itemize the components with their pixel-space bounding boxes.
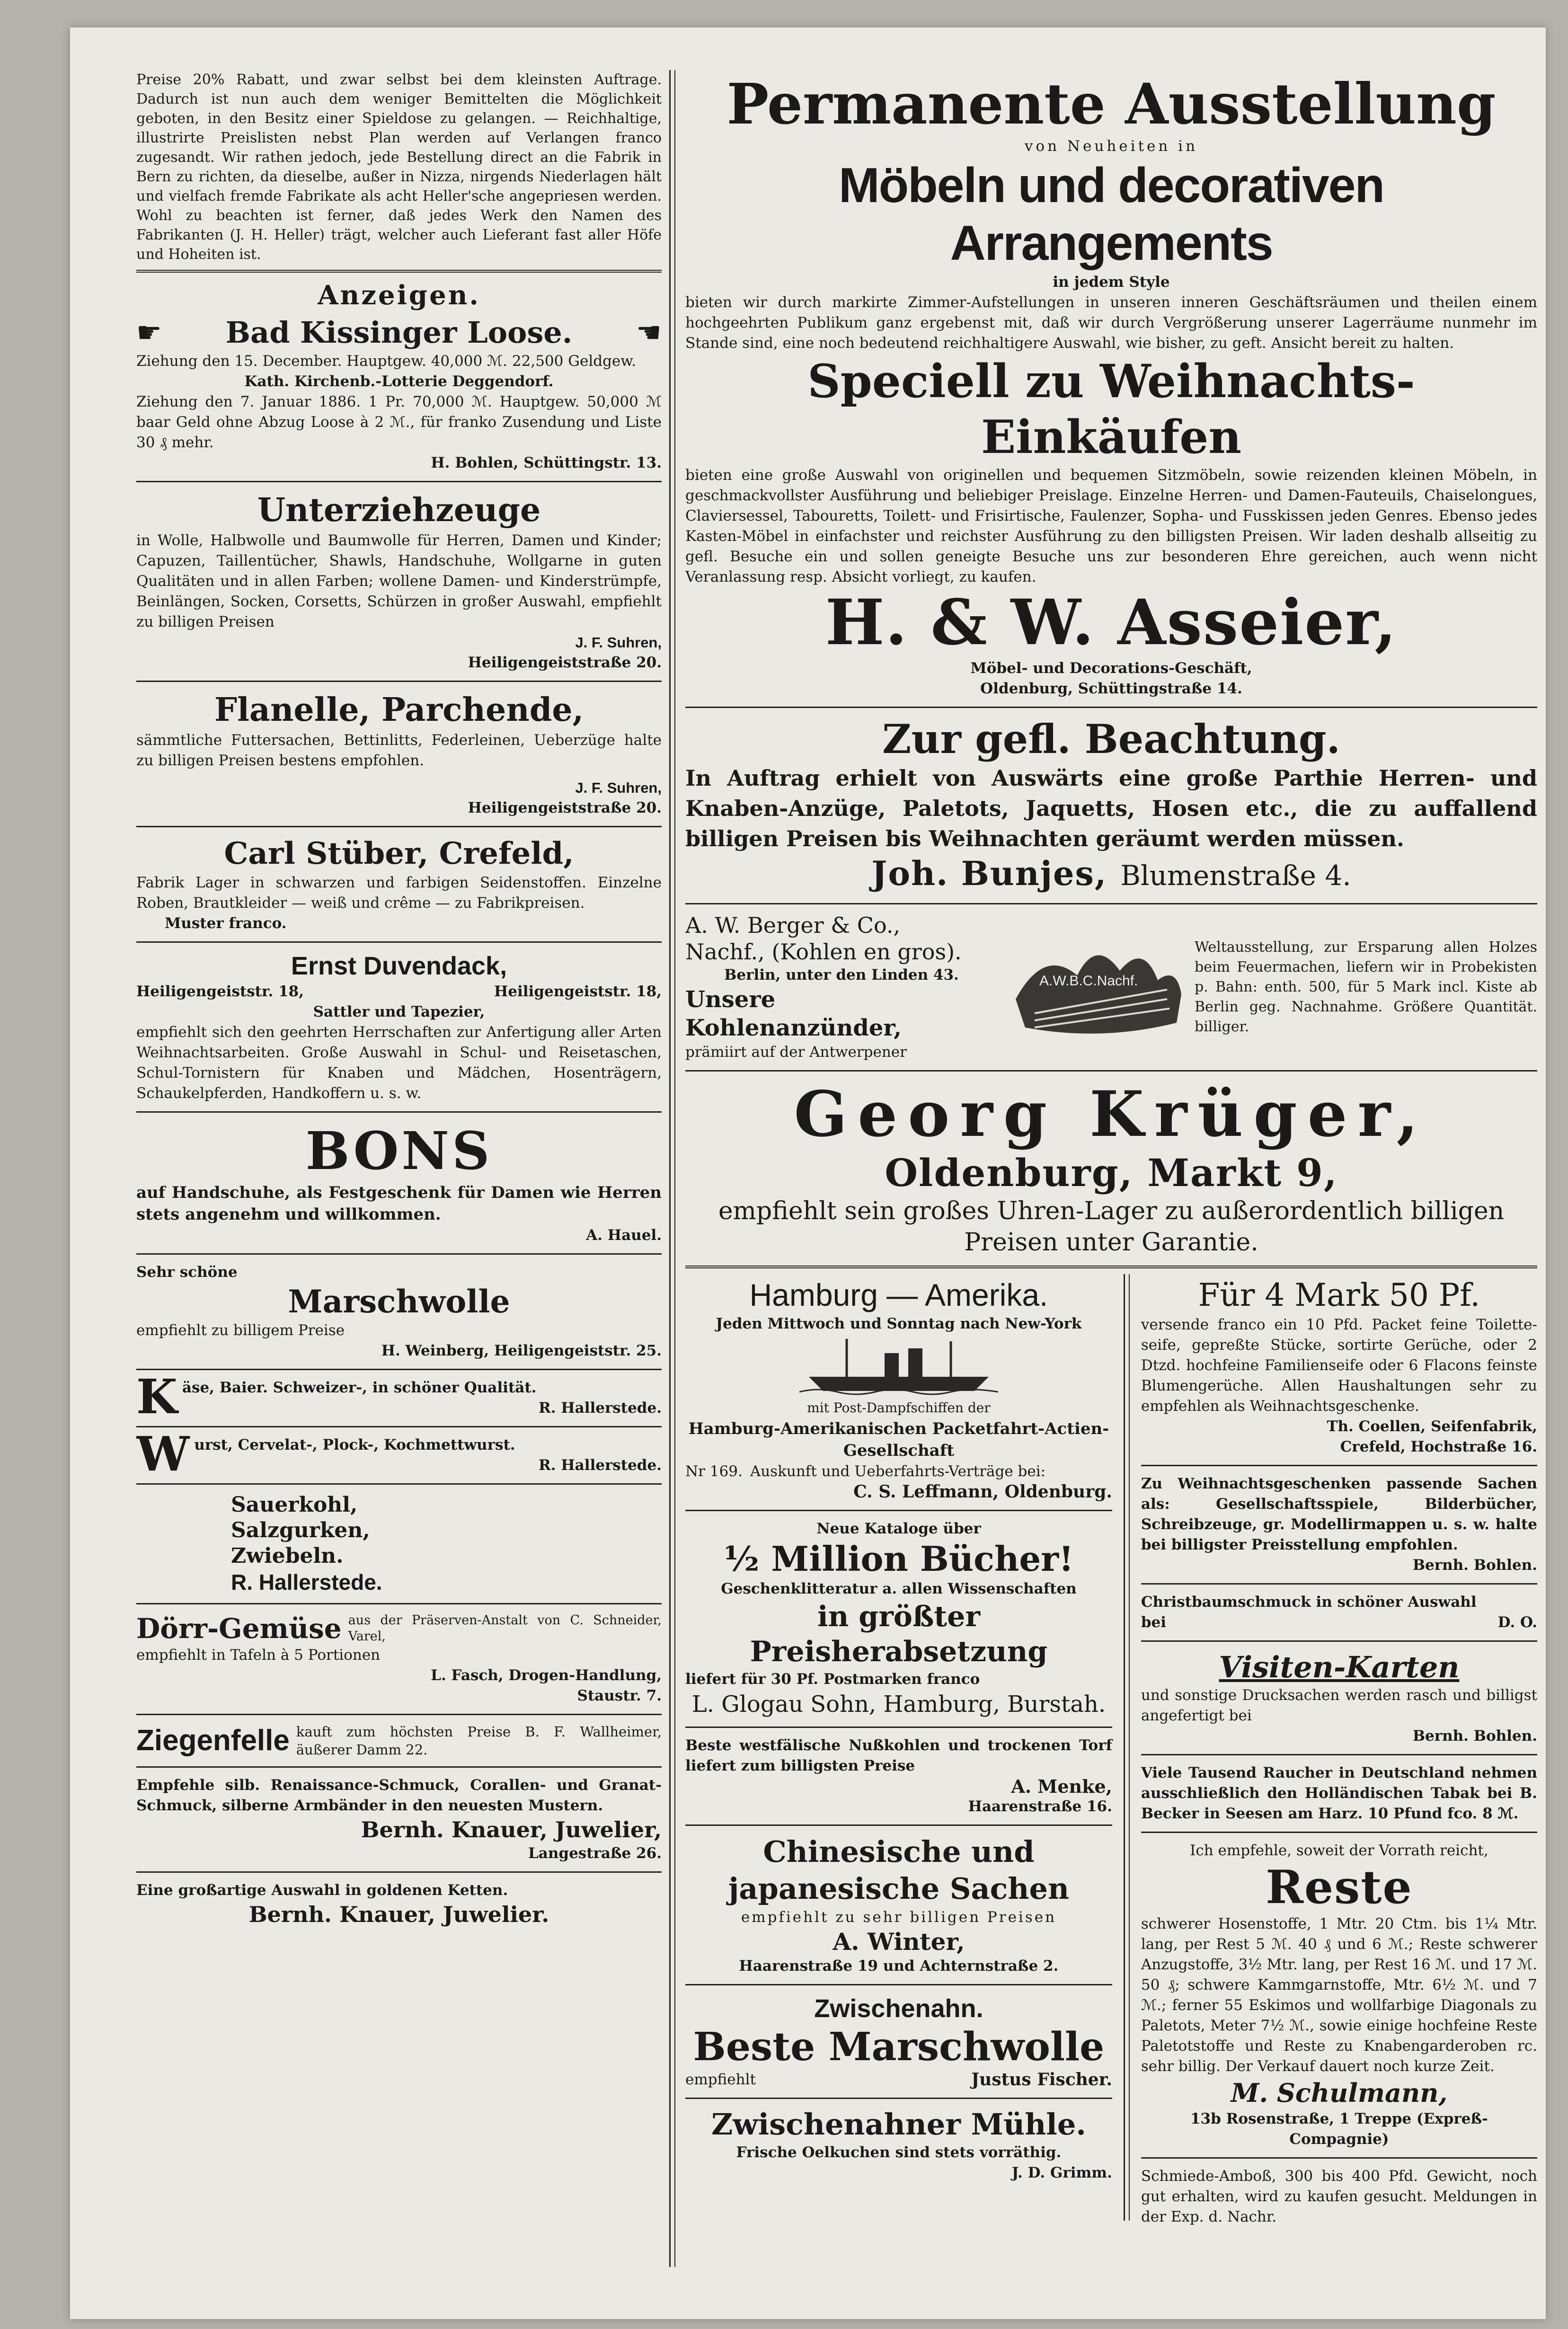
ad-wurst	[136, 1433, 662, 1478]
mark-signature-2: Crefeld, Hochstraße 16.	[1340, 1438, 1537, 1455]
unterzieh-text: in Wolle, Halbwolle und Baumwolle für Herren, Damen und Kinder; Capuzen, Taillentücher, Shawls, Handschuhe, Wollgarne in guten Qualitäten und in allen Farben; wollene Damen- und Kinderstrümpfe, Beinlängen, Socken, Corsetts, Schürzen in großer Auswahl, empfiehlt zu billigen Preisen	[136, 532, 662, 630]
knauer1-text: Empfehle silb. Renaissance-Schmuck, Corallen- und Granat-Schmuck, silberne Armbänder in den neuesten Mustern.	[136, 1777, 662, 1814]
divider	[685, 1510, 1112, 1511]
krueger-text: empfiehlt sein großes Uhren-Lager zu außerordentlich billigen Preisen unter Garantie.	[718, 1197, 1505, 1257]
hamburg-signature: C. S. Leffmann, Oldenburg.	[853, 1482, 1112, 1502]
marsch-signature: H. Weinberg, Heiligengeiststr. 25.	[381, 1342, 662, 1359]
divider	[685, 2098, 1112, 2099]
duvendack-title: Ernst Duvendack,	[291, 952, 507, 980]
perm-title: Permanente Ausstellung	[726, 71, 1496, 137]
china-name: A. Winter,	[833, 1928, 965, 1956]
knauer2-text: Eine großartige Auswahl in goldenen Ketten.	[136, 1882, 508, 1899]
bons-signature: A. Hauel.	[586, 1227, 662, 1244]
bunjes-address: Blumenstraße 4.	[1120, 859, 1351, 892]
ad-flanelle	[136, 688, 662, 820]
kaese-text: äse, Baier. Schweizer-, in schöner Qualität.	[182, 1379, 537, 1396]
divider	[1141, 1640, 1537, 1642]
buecher-pre: Neue Kataloge über	[816, 1520, 981, 1537]
christ-signature: D. O.	[1497, 1614, 1537, 1631]
mark-signature-1: Th. Coellen, Seifenfabrik,	[1327, 1418, 1537, 1435]
hamburg-info: Auskunft und Ueberfahrts-Verträge bei:	[750, 1463, 1046, 1480]
schulmann-name: M. Schulmann,	[1231, 2078, 1448, 2108]
berger-logo	[1006, 928, 1186, 1046]
divider	[136, 1111, 662, 1113]
divider	[1141, 1832, 1537, 1833]
knauer1-address: Langestraße 26.	[528, 1845, 662, 1862]
ad-bunjes	[685, 714, 1537, 897]
doerr-side: aus der Präserven-Anstalt von C. Schneider, Varel,	[348, 1613, 662, 1644]
bons-title: BONS	[305, 1120, 493, 1181]
divider	[1141, 1754, 1537, 1755]
kaese-drop-cap: K	[136, 1376, 177, 1420]
duvendack-address-left: Heiligengeiststr. 18,	[136, 983, 304, 1000]
steamship-illustration	[685, 1334, 1112, 1398]
hamburg-info-no: Nr 169.	[685, 1463, 743, 1480]
beachtung-text: In Auftrag erhielt von Auswärts eine große Parthie Herren- und Knaben-Anzüge, Paletots, Jaquetts, Hosen etc., die zu auffallend billigen Preisen bis Weihnachten geräumt werden müssen.	[685, 765, 1537, 851]
christ-text: Christbaumschmuck in schöner Auswahl	[1141, 1594, 1477, 1611]
ad-coellen	[1141, 1274, 1537, 1459]
perm-sub: von Neuheiten in	[1024, 138, 1198, 155]
reste-text: schwerer Hosenstoffe, 1 Mtr. 20 Ctm. bis 1¼ Mtr. lang, per Rest 5 ℳ. 40 ₰ und 6 ℳ.; Reste schwerer Anzugstoffe, 3½ Mtr. lang, per Rest 16 ℳ. und 17 ℳ. 50 ₰; schwere Kammgarnstoffe, Mtr. 6½ ℳ. und 7 ℳ.; ferner 55 Eskimos und wollfarbige Diagonals zu Paletots, Meter 7½ ℳ., sowie einige hochfeine Reste Paletotstoffe und Reste zu Knabengarderoben rc. sehr billig. Der Verkauf dauert noch kurze Zeit.	[1141, 1915, 1537, 2075]
china-title: Chinesische und japanesische Sachen	[728, 1834, 1070, 1906]
duvendack-address-right: Heiligengeiststr. 18,	[494, 983, 662, 1000]
ad-hamburg-amerika	[685, 1274, 1112, 1504]
zwischen-big: Beste Marschwolle	[693, 2024, 1105, 2070]
divider	[685, 1824, 1112, 1826]
steamship-icon	[799, 1334, 998, 1396]
raucher-text: Viele Tausend Raucher in Deutschland nehmen ausschließlich den Holländischen Tabak bei B. Becker in Seesen am Harz. 10 Pfund fco. 8 ℳ.	[1141, 1764, 1537, 1822]
sauer-line-1: Sauerkohl,	[231, 1493, 358, 1517]
divider	[136, 1369, 662, 1370]
kissingen-signature: H. Bohlen, Schüttingstr. 13.	[431, 454, 662, 471]
wurst-drop-cap: W	[136, 1433, 190, 1478]
newspaper-page	[70, 27, 1546, 2319]
divider	[685, 1727, 1112, 1728]
divider	[136, 1603, 662, 1604]
ad-becker	[1141, 1761, 1537, 1826]
bohlen-text: Zu Weihnachtsgeschenken passende Sachen als: Gesellschaftsspiele, Bilderbücher, Schreibzeuge, gr. Modellirmappen u. s. w. halte bei billigster Preisstellung empfohlen.	[1141, 1475, 1537, 1553]
ad-bons	[136, 1118, 662, 1248]
divider	[136, 941, 662, 943]
muehle-text: Frische Oelkuchen sind stets vorräthig.	[736, 2144, 1062, 2161]
hamburg-sub: Jeden Mittwoch und Sonntag nach New-York	[716, 1315, 1082, 1332]
berger-line-3: Berlin, unter den Linden 43.	[724, 966, 959, 983]
amboss-text: Schmiede-Amboß, 300 bis 400 Pfd. Gewicht, noch gut erhalten, wird zu kaufen gesucht. Meldungen in der Exp. d. Nachr.	[1141, 2168, 1537, 2225]
hamburg-company: Hamburg-Amerikanischen Packetfahrt-Actien-Gesellschaft	[688, 1419, 1109, 1460]
menke-address: Haarenstraße 16.	[968, 1798, 1112, 1815]
asseier-sub-2: Oldenburg, Schüttingstraße 14.	[980, 680, 1242, 697]
berger-line-4: Unsere Kohlenanzünder,	[685, 986, 902, 1041]
ad-sauerkohl	[136, 1490, 662, 1597]
ad-unterziehzeuge	[136, 488, 662, 675]
unterzieh-title: Unterziehzeuge	[257, 491, 541, 529]
buecher-text-2: liefert für 30 Pf. Postmarken franco	[685, 1671, 980, 1688]
buecher-text-1: Geschenklitteratur a. allen Wissenschaften	[721, 1580, 1077, 1597]
buecher-title-2: in größter Preisherabsetzung	[750, 1600, 1048, 1668]
christ-row	[1141, 1612, 1537, 1633]
krueger-title: Georg Krüger,	[794, 1078, 1429, 1151]
asseier-title: H. & W. Asseier,	[825, 586, 1398, 659]
zwischen-empfiehlt: empfiehlt	[685, 2071, 756, 2088]
divider	[136, 481, 662, 482]
doerr-text: empfiehlt in Tafeln à 5 Portionen	[136, 1647, 381, 1664]
doerr-signature-1: L. Fasch, Drogen-Handlung,	[431, 1667, 662, 1684]
ad-christbaum	[1141, 1590, 1537, 1635]
pointing-hand-icon: ☛	[136, 316, 162, 349]
divider	[136, 1426, 662, 1427]
ad-asseier	[685, 70, 1537, 701]
berger-logo-text: A.W.B.C.Nachf.	[1039, 973, 1138, 989]
suhren-name: J. F. Suhren,	[575, 634, 662, 651]
divider	[136, 826, 662, 827]
divider	[1141, 1583, 1537, 1585]
ad-stueber	[136, 833, 662, 936]
kirchen-title: Kath. Kirchenb.-Lotterie Deggendorf.	[244, 373, 554, 390]
anzeigen-heading: Anzeigen.	[318, 280, 480, 311]
ad-visiten	[1141, 1647, 1537, 1748]
knauer2-signature: Bernh. Knauer, Juwelier.	[248, 1902, 549, 1927]
ad-grimm	[685, 2105, 1112, 2185]
divider	[136, 1714, 662, 1715]
bons-text: auf Handschuhe, als Festgeschenk für Damen wie Herren stets angenehm und willkommen.	[136, 1183, 662, 1224]
divider	[136, 270, 662, 273]
menke-name: A. Menke,	[1011, 1776, 1112, 1797]
pointing-hand-icon: ☛	[636, 316, 662, 349]
doerr-signature-2: Staustr. 7.	[577, 1687, 662, 1704]
divider	[685, 1266, 1537, 1268]
perm-title-2: Möbeln und decorativen Arrangements	[838, 158, 1384, 271]
divider	[136, 681, 662, 682]
hamburg-mit: mit Post-Dampfschiffen der	[807, 1400, 991, 1416]
ad-menke	[685, 1734, 1112, 1819]
berger-right-text: Weltausstellung, zur Ersparung allen Holzes beim Feuermachen, liefern wir in Probekisten p. Bahn: enth. 500, für 5 Mark incl. Kiste ab Berlin geg. Nachnahme. Größere Quantität. billiger.	[1195, 939, 1537, 1035]
divider	[685, 903, 1537, 904]
perm-text: bieten wir durch markirte Zimmer-Aufstellungen in unseren inneren Geschäftsräumen und theilen einem hochgeehrten Publikum ganz ergebenst mit, daß wir durch Vergrößerung unserer Lagerräume nunmehr im Stande sind, eine noch bedeutend reichhaltigere Auswahl, wie bisher, zu geft. Ansicht bereit zu halten.	[685, 294, 1537, 352]
china-text: empfiehlt zu sehr billigen Preisen	[741, 1909, 1057, 1926]
ad-knauer-1	[136, 1773, 662, 1866]
divider	[685, 707, 1537, 708]
mark-title: Für 4 Mark 50 Pf.	[1198, 1277, 1480, 1313]
ad-marschwolle	[136, 1260, 662, 1363]
perm-style: in jedem Style	[1053, 274, 1170, 291]
bohlen-signature: Bernh. Bohlen.	[1412, 1557, 1537, 1574]
left-column	[136, 70, 662, 2291]
sauer-line-3: Zwiebeln.	[231, 1544, 344, 1568]
ad-winter	[685, 1832, 1112, 1978]
divider	[136, 1766, 662, 1768]
divider	[1141, 2157, 1537, 2159]
ad-doerrgemuese	[136, 1610, 662, 1708]
buecher-signature: L. Glogau Sohn, Hamburg, Burstah.	[691, 1691, 1106, 1718]
visiten-title: Visiten-Karten	[1219, 1650, 1460, 1684]
asseier-sub-1: Möbel- und Decorations-Geschäft,	[970, 660, 1252, 677]
column-rule	[669, 70, 675, 2267]
zwischen-title: Zwischenahn.	[814, 1994, 983, 2023]
hamburg-info-row	[685, 1461, 1112, 1482]
right-column	[685, 70, 1537, 2291]
visiten-signature: Bernh. Bohlen.	[1412, 1727, 1537, 1745]
intro-text: Preise 20% Rabatt, und zwar selbst bei dem kleinsten Auftrage. Dadurch ist nun auch dem weniger Bemittelten die Möglichkeit geboten, in den Besitz einer Spieldose zu gelangen. — Reichhaltige, illustrirte Preislisten nebst Plan werden auf Verlangen franco zugesandt. Wir rathen jedoch, jede Bestellung direct an die Fabrik in Bern zu richten, da dieselbe, außer in Nizza, nirgends Niederlagen hält und vielfach fremde Fabrikate als acht Heller'sche angepriesen werden. Wohl zu beachten ist ferner, daß jedes Werk den Namen des Fabrikanten (J. H. Heller) trägt, welcher auch Lieferant fast aller Höfe und Hoheiten ist.	[136, 71, 662, 263]
berger-left	[685, 912, 998, 1063]
marsch-pre: Sehr schöne	[136, 1264, 238, 1281]
sauer-signature: R. Hallerstede.	[231, 1570, 382, 1594]
zwischen-row	[685, 2070, 1112, 2090]
muehle-title: Zwischenahner Mühle.	[711, 2107, 1086, 2142]
china-address: Haarenstraße 19 und Achternstraße 2.	[739, 1957, 1059, 1975]
speciell-title: Speciell zu Weihnachts-Einkäufen	[807, 354, 1415, 464]
ad-schulmann	[1141, 1839, 1537, 2152]
kissingen-text: Ziehung den 15. December. Hauptgew. 40,000 ℳ. 22,500 Geldgew.	[136, 353, 636, 370]
berger-line-2: Nachf., (Kohlen en gros).	[685, 939, 962, 965]
ziegen-side: kauft zum höchsten Preise B. F. Wallheimer, äußerer Damm 22.	[296, 1724, 662, 1758]
flanelle-title: Flanelle, Parchende,	[214, 691, 584, 729]
berger-line-5: prämiirt auf der Antwerpener	[685, 1044, 907, 1061]
wurst-text: urst, Cervelat-, Plock-, Kochmettwurst.	[194, 1436, 515, 1453]
ad-krueger	[685, 1077, 1537, 1260]
ad-berger	[685, 910, 1537, 1064]
krueger-address: Oldenburg, Markt 9,	[885, 1151, 1338, 1195]
suhren-address: Heiligengeiststraße 20.	[468, 654, 662, 671]
ad-knauer-2	[136, 1878, 662, 1930]
visiten-text: und sonstige Drucksachen werden rasch und billigst angefertigt bei	[1141, 1687, 1537, 1724]
divider	[136, 1871, 662, 1873]
ad-kaese	[136, 1376, 662, 1420]
hamburg-title: Hamburg — Amerika.	[749, 1277, 1048, 1312]
divider	[685, 1070, 1537, 1072]
subcolumn-rule	[1124, 1274, 1130, 2221]
knauer1-signature: Bernh. Knauer, Juwelier,	[361, 1817, 662, 1842]
speciell-text: bieten eine große Auswahl von originellen und bequemen Sitzmöbeln, sowie reizenden kleinen Möbeln, in geschmackvollster Ausführung und beliebiger Preislage. Einzelne Herren- und Damen-Fauteuils, Chaiselongues, Claviersessel, Tabouretts, Toilett- und Frisirtische, Faulenzer, Sopha- und Fusskissen jeden Genres. Ebenso jedes Kasten-Möbel in einfachster und reichster Ausführung zu den billigsten Preisen. Wir laden deshalb allseitig zu gefl. Besuche ein und sollen geneigte Besuche uns zur besonderen Ehre gereichen, auch wenn nicht Veranlassung resp. Absicht vorliegt, zu kaufen.	[685, 467, 1537, 585]
schulmann-address: 13b Rosenstraße, 1 Treppe (Expreß-Compagnie)	[1190, 2110, 1488, 2148]
sauer-line-2: Salzgurken,	[231, 1518, 370, 1542]
duvendack-trade: Sattler und Tapezier,	[313, 1003, 485, 1020]
ad-ziegenfelle	[136, 1721, 662, 1761]
zwischen-signature: Justus Fischer.	[971, 2070, 1112, 2090]
marsch-text: empfiehlt zu billigem Preise	[136, 1322, 345, 1339]
kirchen-text: Ziehung den 7. Januar 1886. 1 Pr. 70,000 ℳ. Hauptgew. 50,000 ℳ baar Geld ohne Abzug Loose à 2 ℳ., für franko Zusendung und Liste 30 ₰ mehr.	[136, 393, 662, 451]
marsch-title: Marschwolle	[288, 1283, 510, 1320]
ad-glogau	[685, 1517, 1112, 1721]
buecher-title: ½ Million Bücher!	[724, 1539, 1074, 1579]
wurst-signature: R. Hallerstede.	[538, 1457, 662, 1474]
divider	[136, 1253, 662, 1255]
ziegen-title: Ziegenfelle	[136, 1724, 290, 1757]
divider	[1141, 1465, 1537, 1466]
suhren2-address: Heiligengeiststraße 20.	[468, 799, 662, 816]
duvendack-text: empfiehlt sich den geehrten Herrschaften zur Anfertigung aller Arten Weihnachtsarbeiten. Große Auswahl in Schul- und Reisetaschen, Schul-Tornistern für Knaben und Mädchen, Hosenträgern, Schaukelpferden, Handkoffern u. s. w.	[136, 1024, 662, 1102]
right-subcolumn-right	[1141, 1274, 1537, 2229]
ad-fischer	[685, 1991, 1112, 2092]
christ-bei: bei	[1141, 1614, 1167, 1631]
stueber-text: Fabrik Lager in schwarzen und farbigen Seidenstoffen. Einzelne Roben, Brautkleider — weiß und crême — zu Fabrikpreisen.	[136, 874, 662, 912]
menke-text: Beste westfälische Nußkohlen und trockenen Torf liefert zum billigsten Preise	[685, 1737, 1112, 1774]
reste-pre: Ich empfehle, soweit der Vorrath reicht,	[1190, 1842, 1488, 1859]
divider	[685, 1984, 1112, 1985]
kaese-signature: R. Hallerstede.	[538, 1399, 662, 1417]
divider	[136, 1483, 662, 1485]
beachtung-title: Zur gefl. Beachtung.	[882, 716, 1340, 762]
suhren2-name: J. F. Suhren,	[575, 779, 662, 796]
ad-amboss	[1141, 2164, 1537, 2229]
reste-title: Reste	[1266, 1860, 1413, 1914]
ad-kissingen	[136, 312, 662, 475]
doerr-title: Dörr-Gemüse	[136, 1612, 342, 1645]
ad-bohlen	[1141, 1472, 1537, 1577]
stueber-title: Carl Stüber, Crefeld,	[224, 836, 574, 871]
right-subcolumns	[685, 1274, 1537, 2229]
right-subcolumn-left	[685, 1274, 1112, 2229]
berger-line-1: A. W. Berger & Co.,	[685, 912, 901, 938]
stueber-signature: Muster franco.	[165, 915, 287, 932]
bunjes-name: Joh. Bunjes,	[871, 854, 1107, 893]
duvendack-address-row	[136, 982, 662, 1002]
mark-text: versende franco ein 10 Pfd. Packet feine Toilette-seife, gepreßte Stücke, sortirte Gerüche, oder 2 Dtzd. hochfeine Familienseife oder 6 Flacons feinste Blumengerüche. Allen Haushaltungen sehr zu empfehlen als Weihnachtsgeschenke.	[1141, 1316, 1537, 1415]
kissingen-title: Bad Kissinger Loose.	[225, 315, 573, 350]
ad-duvendack	[136, 948, 662, 1106]
muehle-signature: J. D. Grimm.	[1011, 2164, 1112, 2181]
flanelle-text: sämmtliche Futtersachen, Bettinlitts, Federleinen, Ueberzüge halte zu billigen Preisen bestens empfohlen.	[136, 732, 662, 769]
